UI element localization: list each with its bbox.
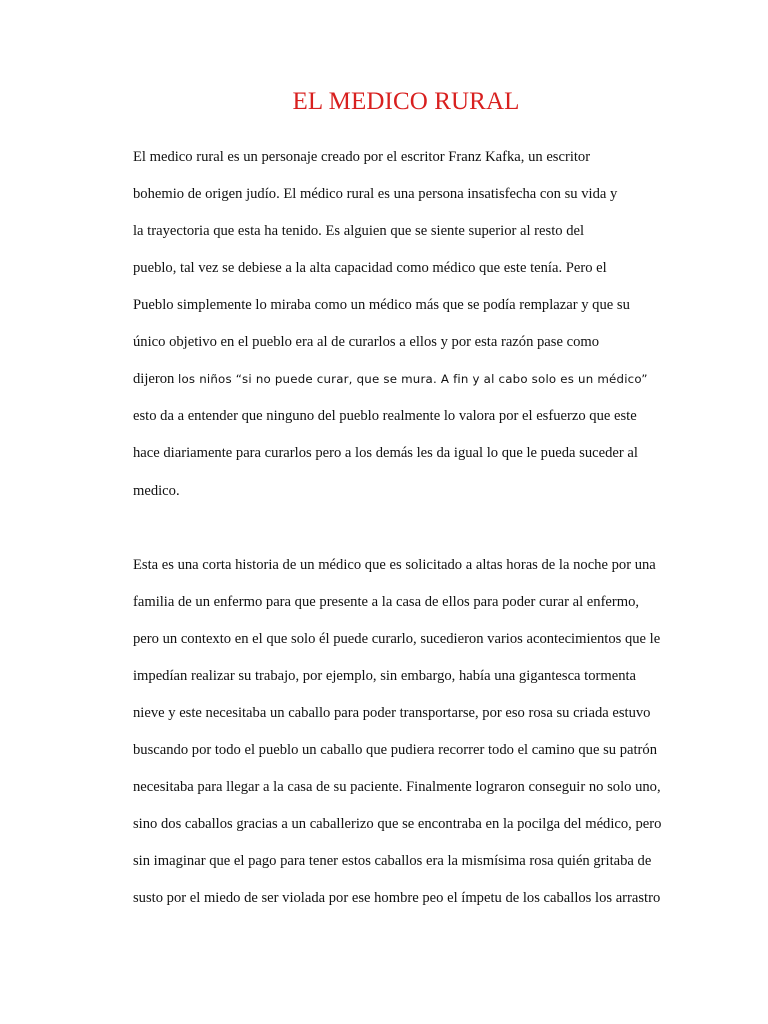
paragraph-2-line-10: susto por el miedo de ser violada por ese hombre peo el ímpetu de los caballos los arrastro <box>133 890 661 906</box>
paragraph-2-line-4: impedían realizar su trabajo, por ejemplo, sin embargo, había una gigantesca tormenta <box>133 668 637 684</box>
paragraph-2-line-6: buscando por todo el pueblo un caballo que pudiera recorrer todo el camino que su patrón <box>133 742 657 758</box>
line-7-start: dijeron <box>133 371 178 387</box>
paragraph-2-line-2: familia de un enfermo para que presente a la casa de ellos para poder curar al enfermo, <box>133 594 640 610</box>
paragraph-2-line-1: Esta es una corta historia de un médico que es solicitado a altas horas de la noche por una <box>133 557 656 573</box>
document-title: EL MEDICO RURAL <box>292 88 520 115</box>
paragraph-1-line-1: El medico rural es un personaje creado por el escritor Franz Kafka, un escritor <box>133 149 591 165</box>
paragraph-2-line-9: sin imaginar que el pago para tener estos caballos era la mismísima rosa quién gritaba de <box>133 853 652 869</box>
paragraph-1-line-9: hace diariamente para curarlos pero a los demás les da igual lo que le pueda suceder al <box>133 445 638 461</box>
paragraph-1-line-5: Pueblo simplemente lo miraba como un médico más que se podía remplazar y que su <box>133 297 630 313</box>
paragraph-1-line-8: esto da a entender que ninguno del pueblo realmente lo valora por el esfuerzo que este <box>133 408 637 424</box>
paragraph-2-line-3: pero un contexto en el que solo él puede curarlo, sucedieron varios acontecimientos que le <box>133 631 661 647</box>
quoted-phrase: los niños “si no puede curar, que se mura. A fin y al cabo solo es un médico” <box>178 372 648 386</box>
paragraph-2-line-5: nieve y este necesitaba un caballo para poder transportarse, por eso rosa su criada estuvo <box>133 705 651 721</box>
paragraph-2-line-8: sino dos caballos gracias a un caballerizo que se encontraba en la pocilga del médico, pero <box>133 816 662 832</box>
paragraph-1-line-4: pueblo, tal vez se debiese a la alta capacidad como médico que este tenía. Pero el <box>133 260 607 276</box>
paragraph-1-line-2: bohemio de origen judío. El médico rural es una persona insatisfecha con su vida y <box>133 186 618 202</box>
paragraph-1-line-3: la trayectoria que esta ha tenido. Es alguien que se siente superior al resto del <box>133 223 585 239</box>
paragraph-1-line-10: medico. <box>133 483 180 499</box>
paragraph-1-line-6: único objetivo en el pueblo era al de curarlos a ellos y por esta razón pase como <box>133 334 600 350</box>
paragraph-1-line-7 <box>133 369 648 389</box>
paragraph-2-line-7: necesitaba para llegar a la casa de su paciente. Finalmente lograron conseguir no solo uno, <box>133 779 661 795</box>
